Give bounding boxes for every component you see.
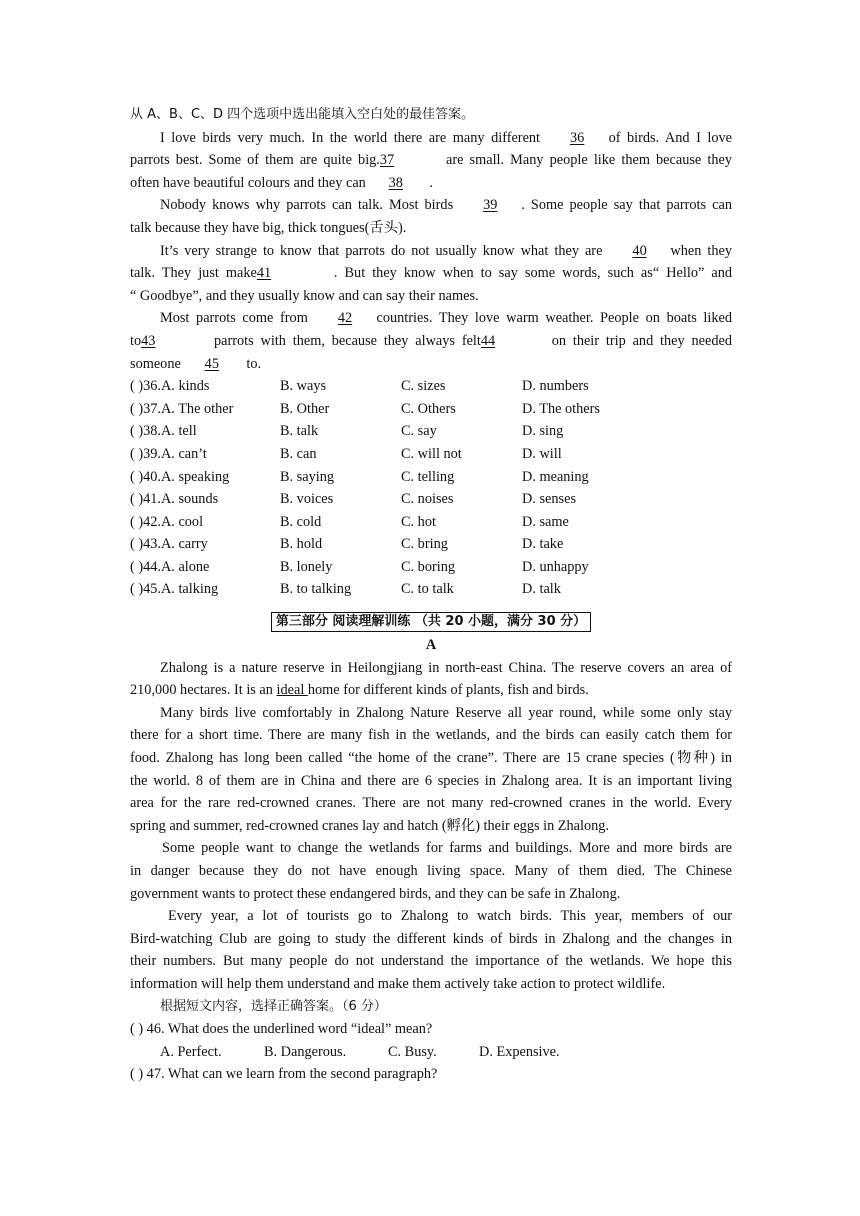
option-q[interactable]: ( )45.A. talking <box>130 581 219 598</box>
cloze-p4-line3: someone 45 to. <box>130 353 732 376</box>
q46-option-c[interactable]: C. Busy. <box>388 1043 437 1060</box>
passage-p1-line2: 210,000 hectares. It is an ideal home for different kinds of plants, fish and birds. <box>130 682 589 699</box>
option-c[interactable]: C. boring <box>401 558 456 575</box>
question-46: ( ) 46. What does the underlined word “ideal” mean? <box>130 1021 433 1038</box>
question-46-options <box>130 1041 732 1064</box>
option-q[interactable]: ( )37.A. The other <box>130 400 234 417</box>
cloze-p1-line2: parrots best. Some of them are quite big.37 are small. Many people like them because they <box>130 149 732 172</box>
cloze-p2-line2: talk because they have big, thick tongues(舌头). <box>130 219 407 236</box>
option-row-44 <box>130 556 732 579</box>
option-d[interactable]: D. will <box>522 445 562 462</box>
option-c[interactable]: C. to talk <box>401 581 454 598</box>
passage-p4-line: Every year, a lot of tourists go to Zhalong to watch birds. This year, members of our <box>168 908 732 925</box>
option-row-36 <box>130 375 732 398</box>
passage-p4-line: information will help them understand and make them actively take action to protect wildlife. <box>130 975 666 992</box>
options-table <box>130 375 732 601</box>
blank-37[interactable]: 37 <box>379 152 395 169</box>
option-d[interactable]: D. The others <box>522 400 600 417</box>
cloze-p4-line1: Most parrots come from 42 countries. They love warm weather. People on boats liked <box>130 307 732 330</box>
option-d[interactable]: D. senses <box>522 491 577 508</box>
option-q[interactable]: ( )38.A. tell <box>130 423 197 440</box>
blank-41[interactable]: 41 <box>256 265 272 282</box>
task-instruction: 根据短文内容，选择正确答案。（6 分） <box>160 998 387 1014</box>
cloze-p1-line3: often have beautiful colours and they can 38 . <box>130 172 732 195</box>
option-d[interactable]: D. numbers <box>522 378 589 395</box>
option-row-43 <box>130 533 732 556</box>
cloze-p4-line2: to43 parrots with them, because they always felt44 on their trip and they needed <box>130 330 732 353</box>
section-title: 第三部分 阅读理解训练 （共 20 小题，满分 30 分） <box>271 612 591 632</box>
cloze-instruction: 从 A、B、C、D 四个选项中选出能填入空白处的最佳答案。 <box>130 107 475 122</box>
passage-p2-line: spring and summer, red-crowned cranes lay and hatch (孵化) their eggs in Zhalong. <box>130 817 610 834</box>
option-q[interactable]: ( )36.A. kinds <box>130 378 210 395</box>
option-q[interactable]: ( )40.A. speaking <box>130 468 230 485</box>
underlined-word-ideal: ideal <box>276 682 308 699</box>
question-47: ( ) 47. What can we learn from the second paragraph? <box>130 1066 438 1083</box>
blank-40[interactable]: 40 <box>632 242 647 259</box>
option-d[interactable]: D. unhappy <box>522 558 589 575</box>
option-d[interactable]: D. same <box>522 513 569 530</box>
cloze-p2-line1: Nobody knows why parrots can talk. Most birds 39 . Some people say that parrots can <box>130 194 732 217</box>
option-c[interactable]: C. hot <box>401 513 436 530</box>
passage-p2-line: Many birds live comfortably in Zhalong Nature Reserve all year round, while some only stay <box>160 704 732 721</box>
q46-option-b[interactable]: B. Dangerous. <box>264 1043 347 1060</box>
option-row-40 <box>130 466 732 489</box>
option-c[interactable]: C. say <box>401 423 437 440</box>
option-row-45 <box>130 578 732 601</box>
q46-option-d[interactable]: D. Expensive. <box>479 1043 560 1060</box>
passage-label: A <box>425 637 437 654</box>
option-b[interactable]: B. can <box>280 445 317 462</box>
section-header <box>130 610 732 634</box>
cloze-p3-line1: It’s very strange to know that parrots do not usually know what they are 40 when they <box>130 240 732 263</box>
passage-p4-line: their numbers. But many people do not understand the importance of the wetlands. We hope this <box>130 953 732 970</box>
passage-p3-line: government wants to protect these endangered birds, and they can be safe in Zhalong. <box>130 885 621 902</box>
option-d[interactable]: D. talk <box>522 581 561 598</box>
blank-44[interactable]: 44 <box>480 332 496 349</box>
option-row-37 <box>130 398 732 421</box>
option-q[interactable]: ( )41.A. sounds <box>130 491 219 508</box>
option-row-39 <box>130 443 732 466</box>
q46-option-a[interactable]: A. Perfect. <box>160 1043 222 1060</box>
option-d[interactable]: D. meaning <box>522 468 589 485</box>
passage-p2-line: food. Zhalong has long been called “the home of the crane”. There are 15 crane species (物种) in <box>130 750 732 767</box>
option-c[interactable]: C. telling <box>401 468 455 485</box>
option-d[interactable]: D. take <box>522 536 564 553</box>
blank-36[interactable]: 36 <box>570 129 585 146</box>
option-b[interactable]: B. hold <box>280 536 323 553</box>
cloze-p1-line1: I love birds very much. In the world there are many different 36 of birds. And I love <box>130 127 732 150</box>
option-row-41 <box>130 488 732 511</box>
cloze-p3-line3: “ Goodbye”, and they usually know and can say their names. <box>130 287 479 304</box>
blank-45[interactable]: 45 <box>204 355 219 372</box>
passage-p4-line: Bird-watching Club are going to study the different kinds of birds in Zhalong and the changes in <box>130 930 732 947</box>
option-b[interactable]: B. lonely <box>280 558 333 575</box>
blank-42[interactable]: 42 <box>337 310 353 327</box>
blank-38[interactable]: 38 <box>388 174 403 191</box>
passage-p2-line: there for a short time. There are many fish in the wetlands, and the birds can easily catch them for <box>130 727 732 744</box>
option-c[interactable]: C. will not <box>401 445 462 462</box>
option-b[interactable]: B. Other <box>280 400 330 417</box>
option-d[interactable]: D. sing <box>522 423 564 440</box>
option-q[interactable]: ( )42.A. cool <box>130 513 204 530</box>
option-row-42 <box>130 511 732 534</box>
cloze-p3-line2: talk. They just make41 . But they know when to say some words, such as“ Hello” and <box>130 262 732 285</box>
option-b[interactable]: B. saying <box>280 468 335 485</box>
option-q[interactable]: ( )44.A. alone <box>130 558 210 575</box>
option-b[interactable]: B. voices <box>280 491 334 508</box>
blank-39[interactable]: 39 <box>483 197 498 214</box>
option-q[interactable]: ( )43.A. carry <box>130 536 208 553</box>
option-b[interactable]: B. ways <box>280 378 327 395</box>
option-q[interactable]: ( )39.A. can’t <box>130 445 207 462</box>
option-row-38 <box>130 420 732 443</box>
option-c[interactable]: C. sizes <box>401 378 446 395</box>
exam-page <box>130 104 732 1086</box>
blank-43[interactable]: 43 <box>141 332 156 349</box>
option-b[interactable]: B. to talking <box>280 581 352 598</box>
passage-p3-line: in danger because they do not have enough living space. Many of them died. The Chinese <box>130 863 732 879</box>
option-b[interactable]: B. talk <box>280 423 319 440</box>
option-b[interactable]: B. cold <box>280 513 322 530</box>
passage-p3-line: Some people want to change the wetlands for farms and buildings. More and more birds are <box>162 840 732 857</box>
option-c[interactable]: C. Others <box>401 400 456 417</box>
passage-p2-line: the world. 8 of them are in China and there are 6 species in Zhalong area. It is an important living <box>130 772 732 789</box>
option-c[interactable]: C. noises <box>401 491 454 508</box>
option-c[interactable]: C. bring <box>401 536 448 553</box>
passage-p1-line1: Zhalong is a nature reserve in Heilongjiang in north-east China. The reserve covers an area of <box>160 659 732 676</box>
passage-p2-line: area for the rare red-crowned cranes. There are not many red-crowned cranes in the world. Every <box>130 795 732 812</box>
